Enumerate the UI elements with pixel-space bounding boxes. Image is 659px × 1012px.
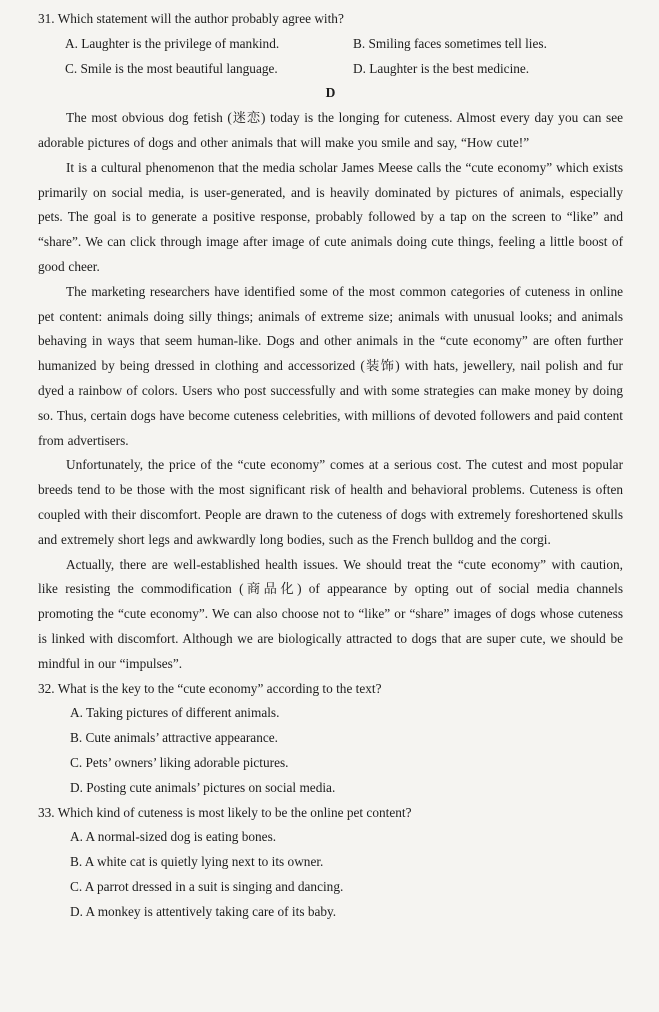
question-31-option-b: B. Smiling faces sometimes tell lies.: [353, 35, 547, 51]
question-32-options: [70, 701, 623, 800]
question-31-option-a: A. Laughter is the privilege of mankind.: [65, 35, 280, 51]
question-31: [38, 7, 623, 81]
question-31-option-c: C. Smile is the most beautiful language.: [65, 60, 278, 76]
passage-paragraph-2: It is a cultural phenomenon that the media scholar James Meese calls the “cute economy” which exists primarily on social media, is user-generated, and is heavily dominated by pictures of animals, especially pets. The goal is to generate a positive response, probably followed by a tap on the screen to “like” and “share”. We can click through image after image of cute animals doing cute things, feeling a little boost of good cheer.: [38, 159, 623, 274]
question-32: [38, 677, 623, 801]
question-31-options: [65, 32, 623, 82]
question-33-option-c: C. A parrot dressed in a suit is singing and dancing.: [70, 878, 344, 894]
question-32-stem: 32. What is the key to the “cute economy” according to the text?: [38, 680, 382, 696]
question-33: [38, 801, 623, 925]
question-33-stem: 33. Which kind of cuteness is most likely to be the online pet content?: [38, 804, 412, 820]
question-32-option-d: D. Posting cute animals’ pictures on social media.: [70, 779, 336, 795]
question-32-option-c: C. Pets’ owners’ liking adorable pictures.: [70, 754, 289, 770]
question-31-option-d: D. Laughter is the best medicine.: [353, 60, 530, 76]
passage-paragraph-5: Actually, there are well-established health issues. We should treat the “cute economy” with caution, like resisting the commodification (商品化) of appearance by opting out of social media channels promoting the “cute economy”. We can also choose not to “like” or “share” images of dogs whose cuteness is linked with discomfort. Although we are biologically attracted to dogs that are super cute, we should be mindful in our “impulses”.: [38, 556, 623, 671]
question-33-option-d: D. A monkey is attentively taking care of its baby.: [70, 903, 337, 919]
question-32-option-b: B. Cute animals’ attractive appearance.: [70, 730, 278, 746]
passage-paragraph-3: The marketing researchers have identified some of the most common categories of cuteness in online pet content: animals doing silly things; animals of extreme size; animals with unusual looks; and animals behaving in ways that seem human-like. Dogs and other animals in the “cute economy” are often further humanized by being dressed in clothing and accessorized (装饰) with hats, jewellery, nail polish and fur dyed a rainbow of colors. Users who post successfully and with some strategies can make money by doing so. Thus, certain dogs have become cuteness celebrities, with millions of devoted followers and paid content from advertisers.: [38, 283, 623, 448]
question-33-options: [70, 825, 623, 924]
question-31-stem: 31. Which statement will the author probably agree with?: [38, 11, 344, 26]
question-32-option-a: A. Taking pictures of different animals.: [70, 705, 280, 721]
passage: [38, 106, 623, 676]
section-title: D: [325, 85, 336, 101]
question-33-option-b: B. A white cat is quietly lying next to its owner.: [70, 854, 324, 870]
question-33-option-a: A. A normal-sized dog is eating bones.: [70, 829, 277, 845]
passage-paragraph-1: The most obvious dog fetish (迷恋) today is the longing for cuteness. Almost every day you can see adorable pictures of dogs and other animals that will make you smile and say, “How cute!”: [38, 110, 623, 150]
passage-paragraph-4: Unfortunately, the price of the “cute economy” comes at a serious cost. The cutest and most popular breeds tend to be those with the most significant risk of health and behavioral problems. Cuteness is often coupled with their discomfort. People are drawn to the cuteness of dogs with extremely foreshortened skulls and extremely short legs and awkwardly long bodies, such as the French bulldog and the corgi.: [38, 457, 623, 547]
